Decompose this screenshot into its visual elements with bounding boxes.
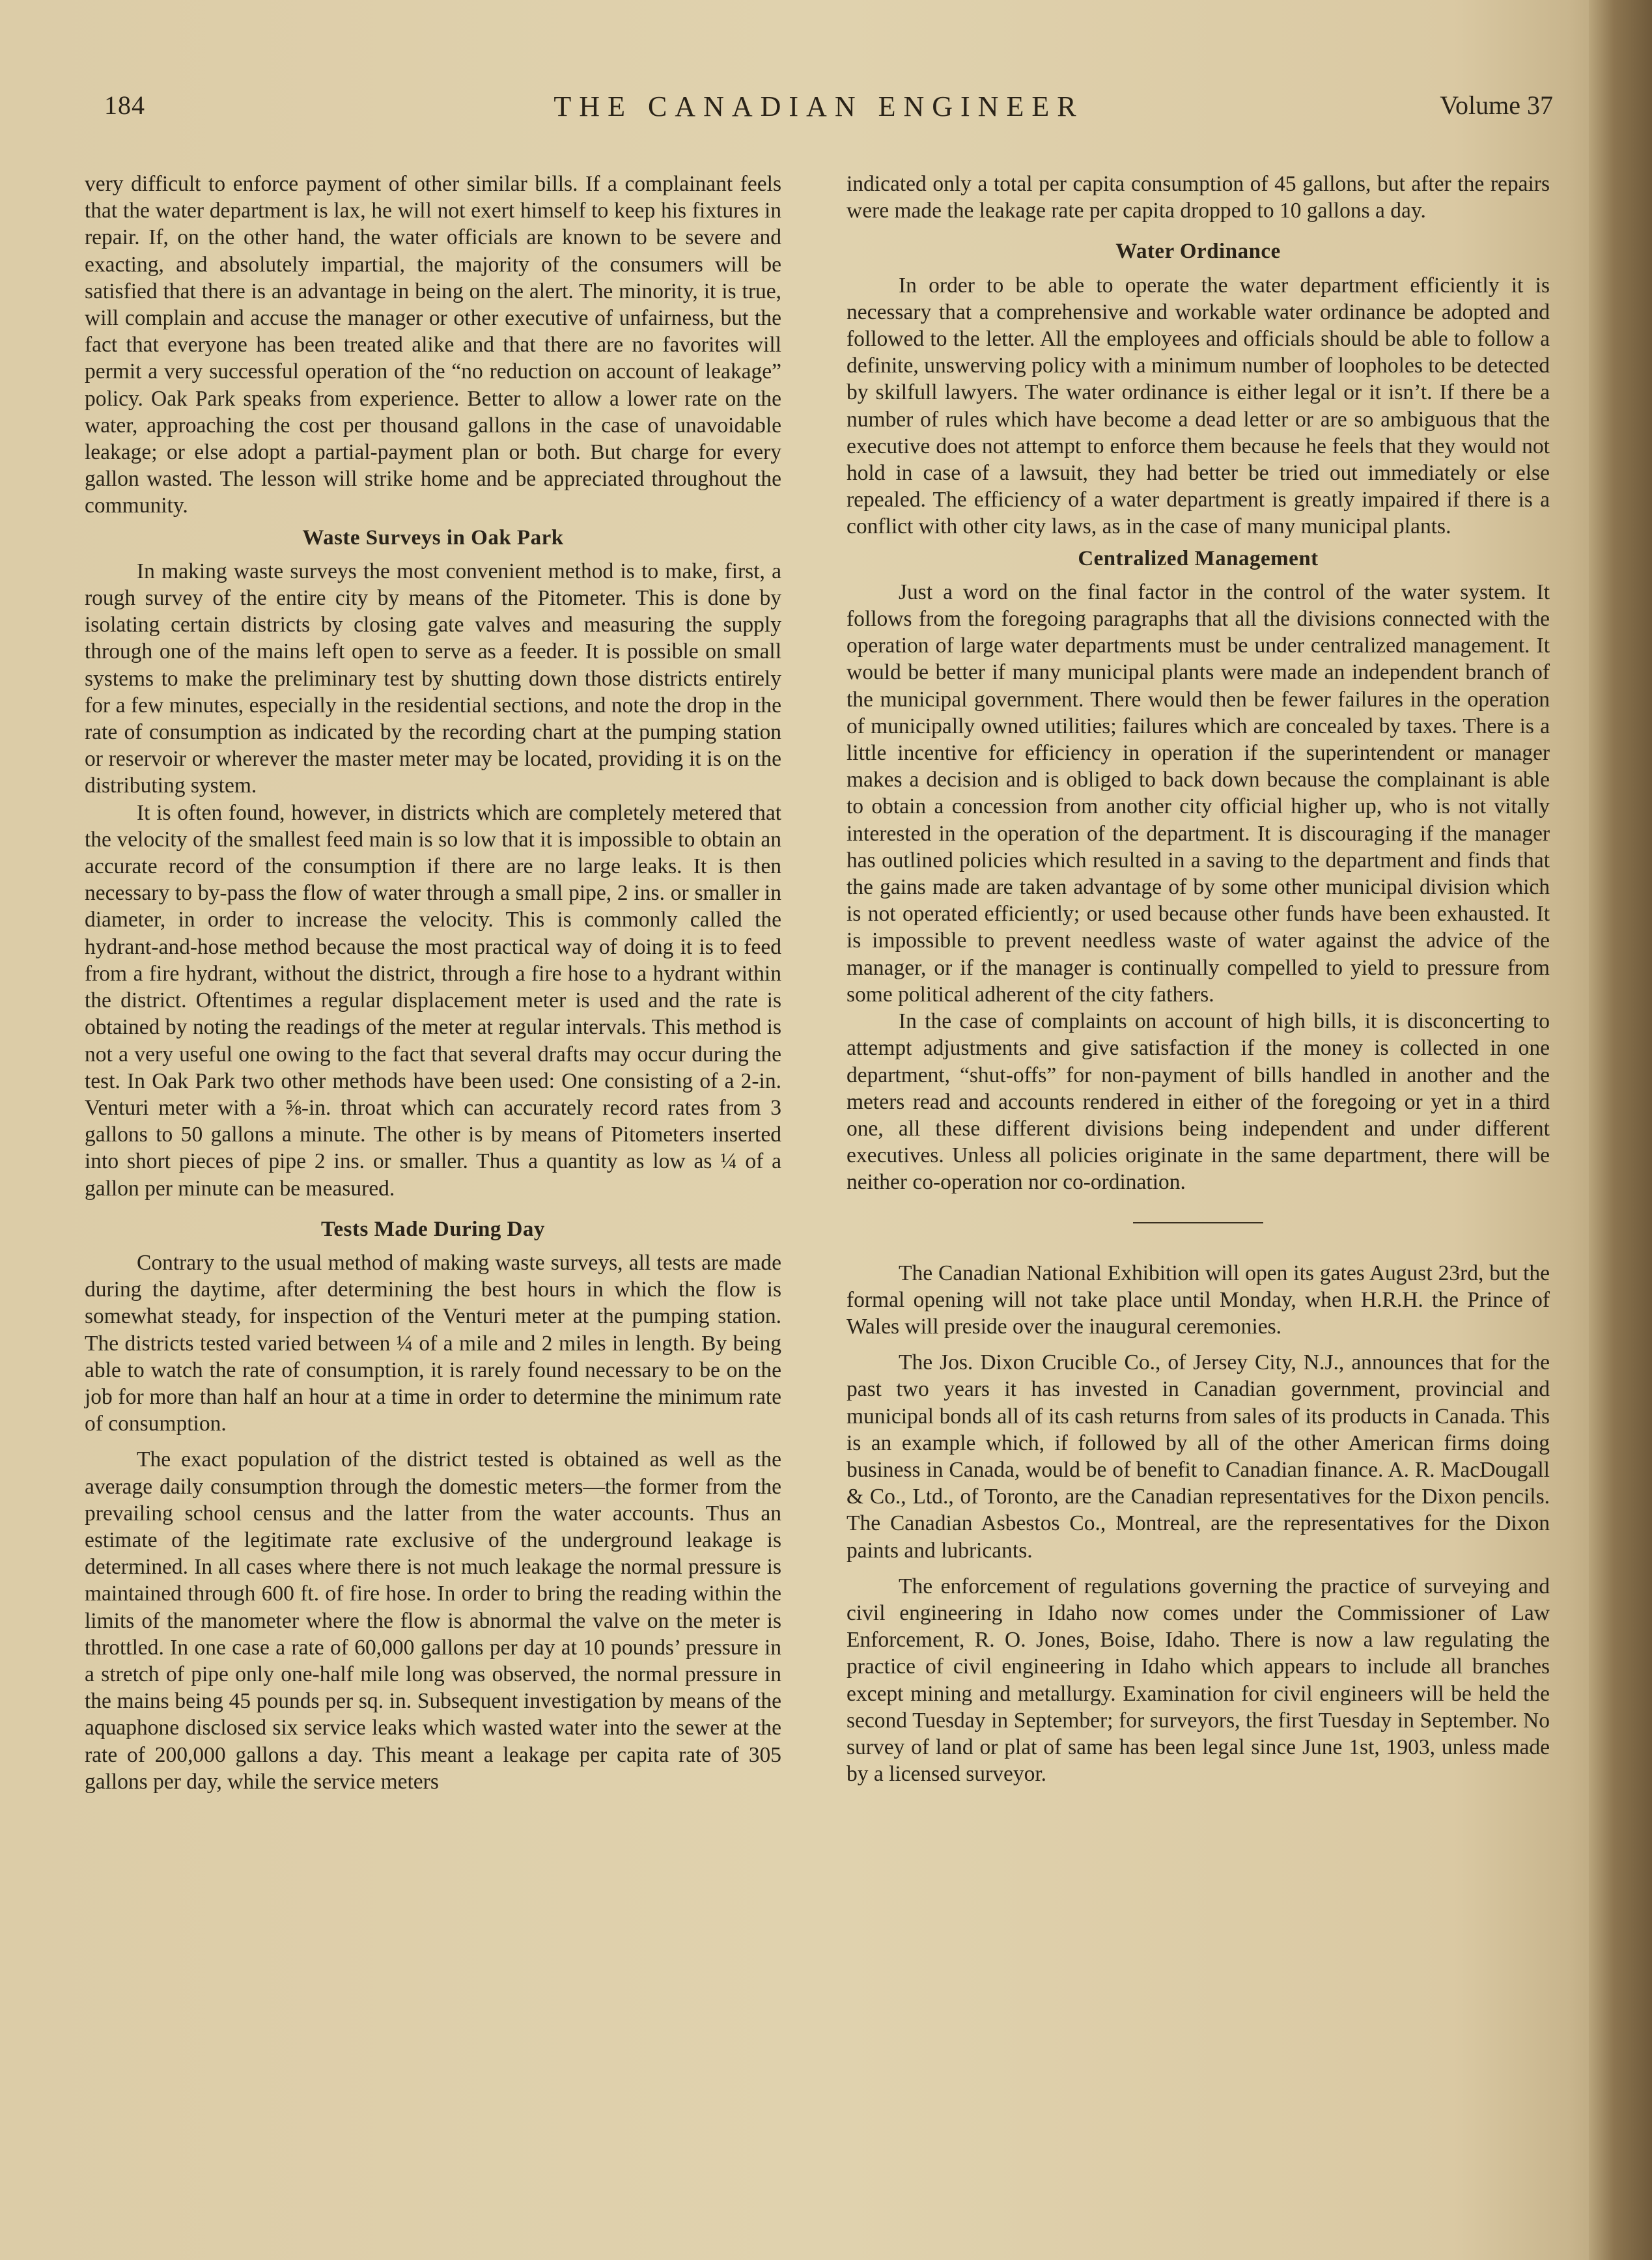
paragraph: indicated only a total per capita consumption of 45 gallons, but after the repairs were made the leakage rate per capita dropped to 10 gallons a day.	[847, 172, 1550, 223]
news-item-idaho: The enforcement of regulations governing the practice of surveying and civil engineering in Idaho now comes under the Commissioner of Law Enforcement, R. O. Jones, Boise, Idaho. There is now a law regulating the practice of civil engineering in Idaho which appears to include all branches except mining and metallurgy. Examination for civil engineers will be held the second Tuesday in September; for surveyors, the first Tuesday in September. No survey of land or plat of same has been legal since June 1st, 1903, unless made by a licensed surveyor.	[847, 1574, 1550, 1787]
section-heading-water-ordinance: Water Ordinance	[1115, 240, 1281, 264]
paragraph: very difficult to enforce payment of other similar bills. If a complainant feels that the water department is lax, he will not exert himself to keep his fixtures in repair. If, on the other hand, the water officials are known to be severe and exacting, and absolutely impartial, the majority of the consumers will be satisfied that there is an advantage in being on the alert. The minority, it is true, will complain and accuse the manager or other executive of unfairness, but the fact that everyone has been treated alike and that there are no favorites will permit a very successful operation of the “no reduction on account of leakage” policy. Oak Park speaks from experience. Better to allow a lower rate on the water, approaching the cost per thousand gallons in the case of unavoidable leakage; or else adopt a partial-payment plan or both. But charge for every gallon wasted. The lesson will strike home and be appreciated throughout the community.	[85, 172, 781, 518]
news-item-exhibition: The Canadian National Exhibition will open its gates August 23rd, but the formal opening will not take place until Monday, when H.R.H. the Prince of Wales will preside over the inaugural ceremonies.	[847, 1261, 1550, 1339]
page-number: 184	[104, 91, 145, 120]
news-item-dixon: The Jos. Dixon Crucible Co., of Jersey City, N.J., announces that for the past two years it has invested in Canadian government, provincial and municipal bonds all of its cash returns from sales of its products in Canada. This is an example which, if followed by all of the other American firms doing business in Canada, would be of benefit to Canadian finance. A. R. MacDougall & Co., Ltd., of Toronto, are the Canadian representatives for the Dixon pencils. The Canadian Asbestos Co., Montreal, are the representatives for the Dixon paints and lubricants.	[847, 1350, 1550, 1563]
paragraph: Contrary to the usual method of making waste surveys, all tests are made during the daytime, after determining the best hours in which the flow is somewhat steady, for inspection of the Venturi meter at the pumping station. The districts tested varied between ¼ of a mile and 2 miles in length. By being able to watch the rate of consumption, it is rarely found necessary to be on the job for more than half an hour at a time in order to determine the minimum rate of consumption.	[85, 1250, 781, 1436]
paragraph: In the case of complaints on account of high bills, it is disconcerting to attempt adjustments and give satisfaction if the money is collected in one department, “shut-offs” for non-payment of bills handled in another and the meters read and accounts rendered in either of the foregoing or yet in a third one, all these different divisions being independent and under different executives. Unless all policies originate in the same department, there will be neither co-operation nor co-ordination.	[847, 1009, 1550, 1195]
paragraph: It is often found, however, in districts which are completely metered that the velocity of the smallest feed main is so low that it is impossible to obtain an accurate record of the consumption if there are no large leaks. It is then necessary to by-pass the flow of water through a small pipe, 2 ins. or smaller in diameter, in order to increase the velocity. This is commonly called the hydrant-and-hose method because the most practical way of doing it is to feed from a fire hydrant, without the district, through a fire hose to a hydrant within the district. Oftentimes a regular displacement meter is used and the rate is obtained by noting the readings of the meter at regular intervals. This method is not a very useful one owing to the fact that several drafts may occur during the test. In Oak Park two other methods have been used: One consisting of a 2-in. Venturi meter with a ⅝-in. throat which can accurately record rates from 3 gallons to 50 gallons a minute. The other is by means of Pitometers inserted into short pieces of pipe 2 ins. or smaller. Thus a quantity as low as ¼ of a gallon per minute can be measured.	[85, 800, 781, 1201]
book-spine-shadow	[1589, 0, 1652, 2260]
section-heading-waste-surveys: Waste Surveys in Oak Park	[302, 525, 564, 550]
right-column	[847, 171, 1550, 1787]
section-heading-tests-made: Tests Made During Day	[321, 1217, 545, 1241]
section-heading-centralized-management: Centralized Management	[1078, 546, 1319, 570]
paragraph: In order to be able to operate the water department efficiently it is necessary that a comprehensive and workable water ordinance be adopted and followed to the letter. All the employees and officials should be able to follow a definite, unswerving policy with a minimum number of loopholes to be detected by skilfull lawyers. The water ordinance is either legal or it isn’t. If there be a number of rules which have become a dead letter or are so ambiguous that the executive does not attempt to enforce them because he feels that they would not hold in case of a lawsuit, they had better be tried out immediately or else repealed. The efficiency of a water department is greatly impaired if there is a conflict with other city laws, as in the case of many municipal plants.	[847, 273, 1550, 539]
paragraph: Just a word on the final factor in the control of the water system. It follows from the foregoing paragraphs that all the divisions connected with the operation of large water departments must be under centralized management. It would be better if many municipal plants were made an independent branch of the municipal government. There would then be fewer failures in the operation of municipally owned utilities; failures which are concealed by taxes. There is a little incentive for efficiency in operation if the superintendent or manager makes a decision and is obliged to back down because the complainant is able to obtain a concession from another city official higher up, who is not vitally interested in the operation of the department. It is discouraging if the manager has outlined policies which resulted in a saving to the department and finds that the gains made are taken advantage of by some other municipal division which is not operated efficiently; or used because other funds have been exhausted. It is impossible to prevent needless waste of water against the advice of the manager, or if the manager is continually compelled to yield to pressure from some political adherent of the city fathers.	[847, 579, 1550, 1007]
running-header	[85, 90, 1553, 129]
journal-title: THE CANADIAN ENGINEER	[553, 91, 1084, 122]
section-divider-rule	[1133, 1222, 1263, 1223]
paragraph: The exact population of the district tested is obtained as well as the average daily consumption through the domestic meters—the former from the prevailing school census and the latter from the water accounts. Thus an estimate of the legitimate rate exclusive of the underground leakage is determined. In all cases where there is not much leakage the normal pressure is maintained through 600 ft. of fire hose. In order to bring the reading within the limits of the manometer where the flow is abnormal the valve on the meter is throttled. In one case a rate of 60,000 gallons per day at 10 pounds’ pressure in a stretch of pipe only one-half mile long was observed, the normal pressure in the mains being 45 pounds per sq. in. Subsequent investigation by means of the aquaphone disclosed six service leaks which wasted water into the sewer at the rate of 200,000 gallons a day. This meant a leakage per capita rate of 305 gallons per day, while the service meters	[85, 1447, 781, 1794]
volume-label: Volume 37	[1440, 91, 1553, 120]
paragraph: In making waste surveys the most convenient method is to make, first, a rough survey of the entire city by means of the Pitometer. This is done by isolating certain districts by closing gate valves and measuring the supply through one of the mains left open to serve as a feeder. It is possible on small systems to make the preliminary test by shutting down those districts entirely for a few minutes, especially in the residential sections, and note the drop in the rate of consumption as indicated by the recording chart at the pumping station or reservoir or wherever the master meter may be located, providing it is on the distributing system.	[85, 559, 781, 798]
left-column	[85, 171, 781, 1795]
